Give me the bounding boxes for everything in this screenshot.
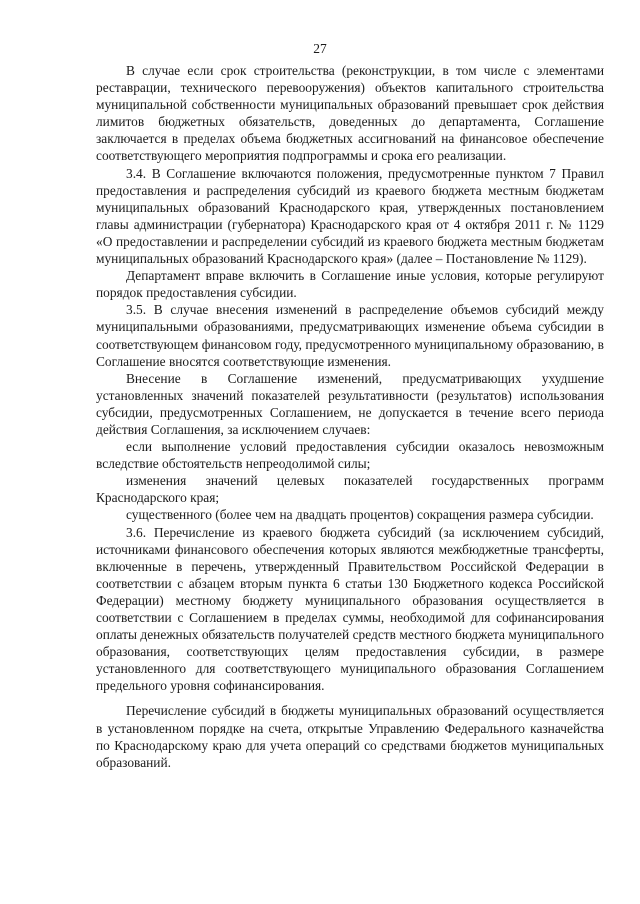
- paragraph-additional-conditions: Департамент вправе включить в Соглашение иные условия, которые регулируют порядок предоставления субсидии.: [96, 268, 604, 301]
- list-item-force-majeure: если выполнение условий предоставления субсидии оказалось невозможным вследствие обстоятельств непреодолимой силы;: [96, 439, 604, 472]
- paragraph-amendments: Внесение в Соглашение изменений, предусматривающих ухудшение установленных значений показателей результативности (результатов) использования субсидии, предусмотренных Соглашением, не допускается в течение всего периода действия Соглашения, за исключением случаев:: [96, 370, 604, 437]
- document-body: [96, 62, 604, 771]
- page-number: 27: [313, 41, 327, 56]
- paragraph-3-6: 3.6. Перечисление из краевого бюджета субсидий (за исключением субсидий, источниками финансового обеспечения которых являются межбюджетные трансферты, включенные в перечень, утвержденный Правительством Российской Федерации в соответствии с абзацем вторым пункта 6 статьи 130 Бюджетного кодекса Российской Федерации) местному бюджету муниципального образования осуществляется в соответствии с Соглашением в пределах суммы, необходимой для софинансирования оплаты денежных обязательств получателей средств местного бюджета муниципального образования, соответствующих целям предоставления субсидии, в размере установленного для соответствующего муниципального образования Соглашением предельного уровня софинансирования.: [96, 524, 604, 694]
- paragraph-transfer-accounts: Перечисление субсидий в бюджеты муниципальных образований осуществляется в установленном порядке на счета, открытые Управлению Федерального казначейства по Краснодарскому краю для учета операций со средствами бюджетов муниципальных образований.: [96, 703, 604, 770]
- paragraph-3-4: 3.4. В Соглашение включаются положения, предусмотренные пунктом 7 Правил предоставления и распределения субсидий из краевого бюджета местным бюджетам муниципальных образований Краснодарского края, утвержденных постановлением главы администрации (губернатора) Краснодарского края от 4 октября 2011 г. № 1129 «О предоставлении и распределении субсидий из краевого бюджета местным бюджетам муниципальных образований Краснодарского края» (далее – Постановление № 1129).: [96, 165, 604, 267]
- list-item-subsidy-reduction: существенного (более чем на двадцать процентов) сокращения размера субсидии.: [126, 507, 594, 523]
- paragraph-3-5: 3.5. В случае внесения изменений в распределение объемов субсидий между муниципальными образованиями, предусматривающих изменение объема субсидии в соответствующем финансовом году, предусмотренного муниципальному образованию, в Соглашение вносятся соответствующие изменения.: [96, 302, 604, 369]
- paragraph-construction-term: В случае если срок строительства (реконструкции, в том числе с элементами реставрации, технического перевооружения) объектов капитального строительства муниципальной собственности муниципальных образований превышает срок действия лимитов бюджетных обязательств, доведенных до департамента, Соглашение заключается в пределах объема бюджетных ассигнований на финансовое обеспечение соответствующего мероприятия подпрограммы и срока его реализации.: [96, 63, 604, 164]
- list-item-target-indicators: изменения значений целевых показателей государственных программ Краснодарского края;: [96, 473, 604, 506]
